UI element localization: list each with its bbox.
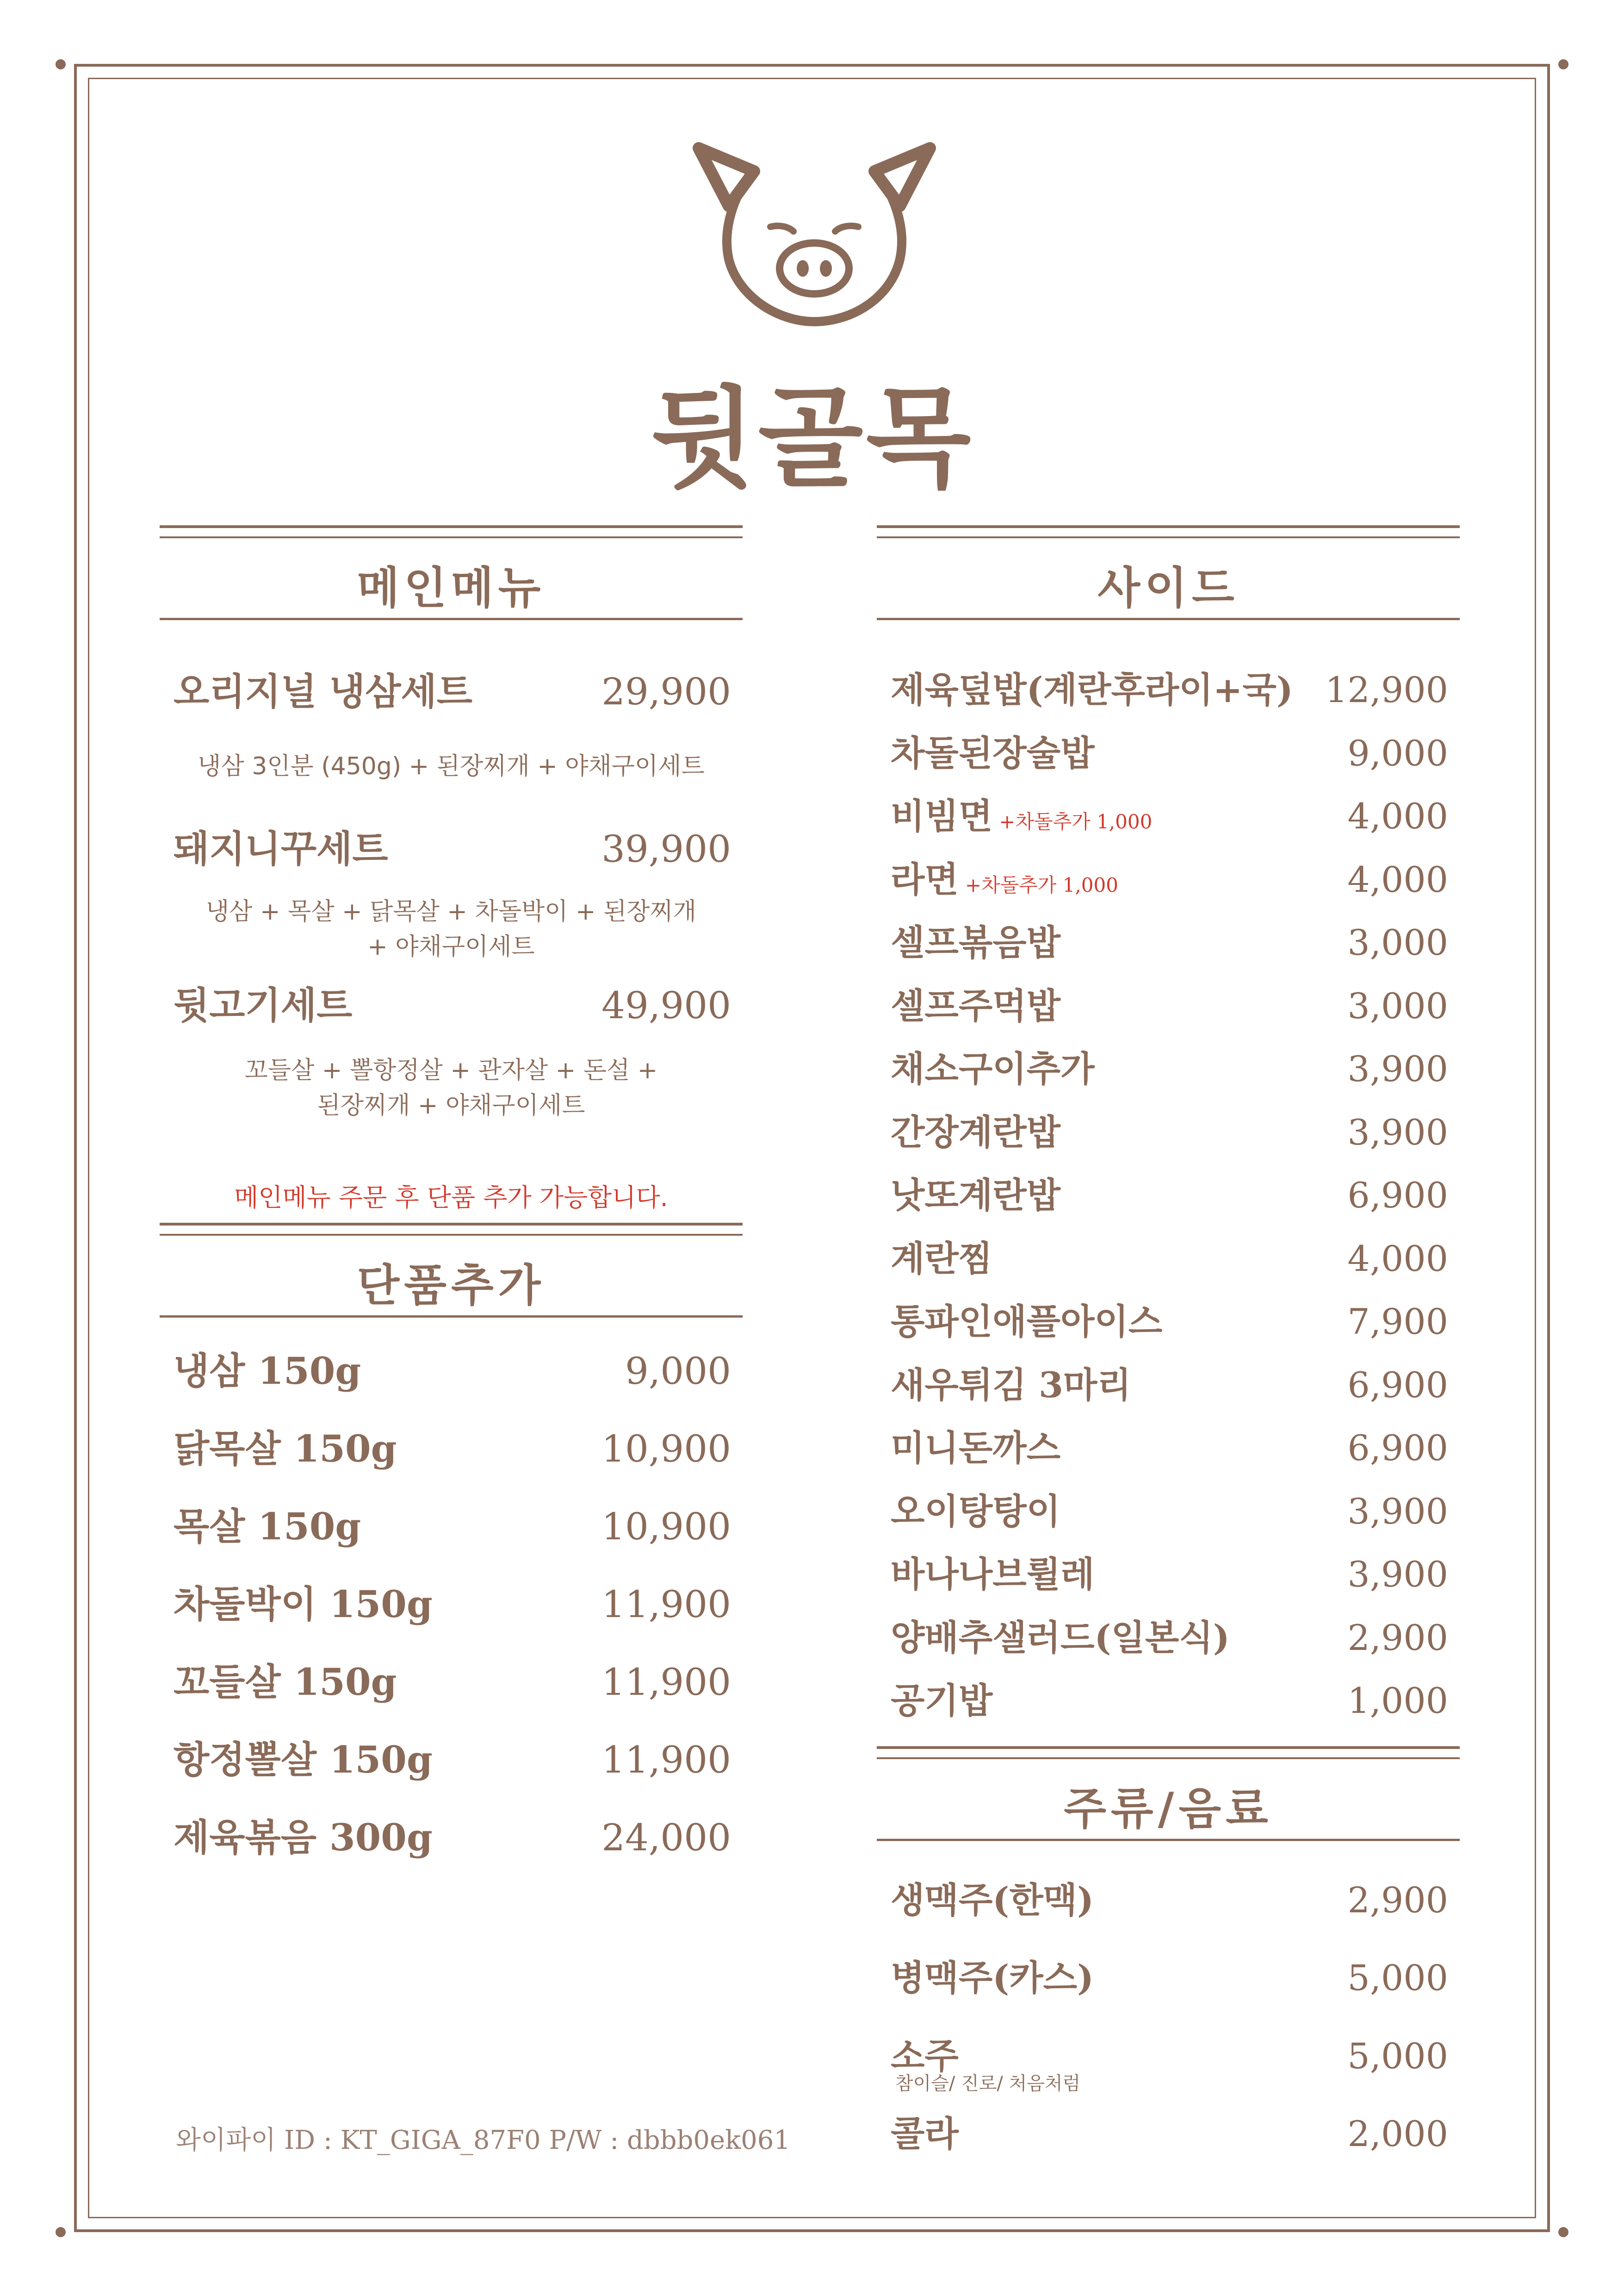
side-item (891, 1483, 1448, 1534)
addon-item (174, 1808, 731, 1861)
side-item (891, 725, 1448, 776)
side-title: 사이드 (1097, 563, 1239, 614)
item-price: 11,900 (601, 1738, 731, 1781)
side-item (891, 1294, 1448, 1344)
item-price: 2,900 (1347, 1879, 1448, 1921)
item-price: 3,900 (1347, 1490, 1448, 1532)
main-item-2 (174, 819, 731, 872)
item-price: 6,900 (1347, 1364, 1448, 1406)
item-name: 제육볶음 300g (174, 1816, 433, 1859)
side-item (891, 978, 1448, 1028)
item-price: 5,000 (1347, 1957, 1448, 1998)
item-name: 콜라 (891, 2113, 959, 2154)
side-item (891, 1546, 1448, 1597)
side-header (877, 525, 1460, 622)
item-desc (160, 894, 743, 964)
item-name: 미니돈까스 (891, 1427, 1061, 1468)
corner-dot-br (1558, 2227, 1568, 2237)
item-price: 7,900 (1347, 1301, 1448, 1342)
item-name: 차돌된장술밥 (891, 732, 1095, 774)
item-name: 새우튀김 3마리 (891, 1364, 1131, 1406)
item-name: 셀프주먹밥 (891, 985, 1061, 1027)
addon-item (174, 1419, 731, 1472)
item-price: 3,900 (1347, 1554, 1448, 1595)
main-item-3 (174, 976, 731, 1029)
side-item (891, 1420, 1448, 1470)
main-item-1 (174, 662, 731, 715)
item-name: 양배추샐러드(일본식) (891, 1617, 1230, 1658)
item-price: 10,900 (601, 1427, 731, 1470)
side-item (891, 1357, 1448, 1407)
item-price: 11,900 (601, 1661, 731, 1704)
double-rule (160, 1223, 743, 1236)
rule (160, 1315, 743, 1318)
item-price: 3,900 (1347, 1111, 1448, 1153)
side-item (891, 1041, 1448, 1091)
addon-item (174, 1730, 731, 1783)
item-price: 10,900 (601, 1505, 731, 1548)
item-price: 24,000 (601, 1816, 731, 1859)
item-name: 생맥주(한맥) (891, 1879, 1094, 1921)
desc-line: + 야채구이세트 (367, 933, 535, 961)
item-name: 통파인애플아이스 (891, 1301, 1163, 1342)
item-name: 오리지널 냉삼세트 (174, 670, 473, 713)
double-rule (877, 525, 1460, 538)
item-name: 병맥주(카스) (891, 1957, 1094, 1998)
item-price: 4,000 (1347, 859, 1448, 900)
item-price: 11,900 (601, 1583, 731, 1626)
item-name: 라면 (891, 859, 959, 900)
item-price: 4,000 (1347, 1238, 1448, 1279)
item-price: 5,000 (1347, 2035, 1448, 2077)
item-desc: 냉삼 3인분 (450g) + 된장찌개 + 야채구이세트 (198, 753, 705, 780)
item-name: 뒷고기세트 (174, 983, 353, 1027)
item-price: 2,000 (1347, 2113, 1448, 2154)
item-price: 6,900 (1347, 1175, 1448, 1216)
item-price: 39,900 (601, 828, 731, 871)
addon-item (174, 1497, 731, 1550)
item-name: 비빔면 (891, 796, 993, 837)
main-menu-note: 메인메뉴 주문 후 단품 추가 가능합니다. (234, 1183, 668, 1212)
side-item (891, 915, 1448, 965)
corner-dot-tr (1558, 59, 1568, 69)
drink-item (891, 2106, 1448, 2156)
item-name: 닭목살 150g (174, 1427, 397, 1470)
item-name: 계란찜 (891, 1238, 993, 1279)
item-price: 49,900 (601, 984, 731, 1027)
desc-line: 냉삼 + 목살 + 닭목살 + 차돌박이 + 된장찌개 (206, 898, 696, 926)
item-name: 낫또계란밥 (891, 1175, 1061, 1216)
item-price: 9,000 (625, 1350, 731, 1393)
side-item (891, 1231, 1448, 1281)
side-item (891, 1104, 1448, 1155)
side-item (891, 788, 1448, 839)
extra-option: +차돌추가 1,000 (965, 873, 1118, 896)
addon-item (174, 1341, 731, 1394)
desc-line: 된장찌개 + 야채구이세트 (317, 1092, 585, 1120)
item-name: 꼬들살 150g (174, 1660, 397, 1704)
rule (877, 618, 1460, 620)
item-desc (160, 1053, 743, 1123)
addon-header (160, 1223, 743, 1320)
item-price: 3,900 (1347, 1048, 1448, 1089)
side-item (891, 662, 1448, 712)
item-name: 소주 (891, 2035, 959, 2077)
corner-dot-tl (56, 59, 66, 69)
rule (160, 618, 743, 620)
item-name: 목살 150g (174, 1505, 361, 1548)
side-item (891, 1673, 1448, 1723)
item-name: 냉삼 150g (174, 1349, 361, 1393)
side-item (891, 1610, 1448, 1660)
corner-dot-bl (56, 2227, 66, 2237)
item-name: 셀프볶음밥 (891, 922, 1061, 963)
extra-option: +차돌추가 1,000 (999, 810, 1153, 833)
item-price: 6,900 (1347, 1427, 1448, 1468)
item-name: 차돌박이 150g (174, 1582, 433, 1626)
drink-item (891, 1872, 1448, 1923)
addon-item (174, 1574, 731, 1628)
drink-title: 주류/음료 (1064, 1784, 1273, 1835)
main-menu-title: 메인메뉴 (357, 563, 545, 614)
item-price: 2,900 (1347, 1617, 1448, 1658)
side-item (891, 1167, 1448, 1218)
brand-title: 뒷골목 (650, 376, 974, 502)
item-name: 항정뽈살 150g (174, 1738, 433, 1781)
addon-item (174, 1652, 731, 1705)
item-price: 3,000 (1347, 985, 1448, 1027)
item-price: 29,900 (601, 670, 731, 713)
item-price: 1,000 (1347, 1680, 1448, 1721)
item-name: 제육덮밥(계란후라이+국) (891, 669, 1293, 710)
main-menu-header (160, 525, 743, 622)
drink-header (877, 1746, 1460, 1843)
item-name: 공기밥 (891, 1680, 993, 1721)
item-name: 채소구이추가 (891, 1048, 1095, 1089)
side-item (891, 852, 1448, 902)
item-price: 4,000 (1347, 796, 1448, 837)
double-rule (160, 525, 743, 538)
pig-face-icon (685, 139, 944, 333)
addon-title: 단품추가 (357, 1260, 545, 1311)
wifi-info: 와이파이 ID : KT_GIGA_87F0 P/W : dbbb0ek061 (176, 2125, 790, 2155)
desc-line: 꼬들살 + 뽈항정살 + 관자살 + 돈설 + (244, 1057, 658, 1084)
item-price: 3,000 (1347, 922, 1448, 963)
item-name: 간장계란밥 (891, 1111, 1061, 1153)
item-price: 12,900 (1325, 669, 1448, 710)
item-name: 돼지니꾸세트 (174, 827, 388, 871)
item-name: 바나나브륄레 (891, 1554, 1095, 1595)
rule (877, 1839, 1460, 1841)
item-name: 오이탕탕이 (891, 1490, 1061, 1532)
drink-item (891, 1950, 1448, 2000)
soju-brands: 참이슬/ 진로/ 처음처럼 (895, 2073, 1081, 2094)
double-rule (877, 1746, 1460, 1759)
item-price: 9,000 (1347, 732, 1448, 774)
